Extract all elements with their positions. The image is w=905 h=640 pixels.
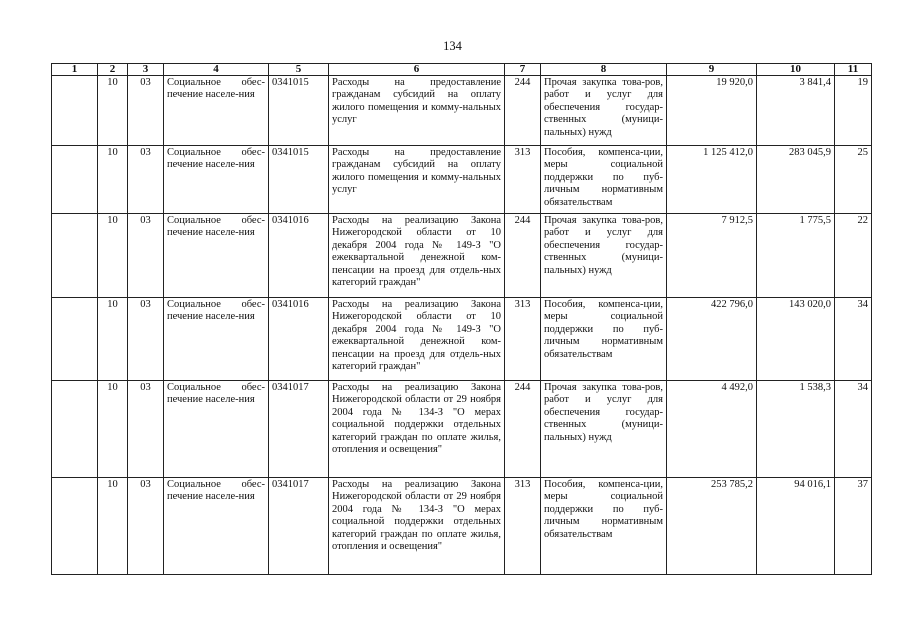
amount-plan-cell: 253 785,2 — [667, 478, 757, 575]
percent-cell: 37 — [835, 478, 872, 575]
expense-type-name-cell: Прочая закупка това-ров, работ и услуг для обеспечения государ-ственных (муници-пальных) нужд — [541, 214, 667, 298]
section-cell: 10 — [98, 298, 128, 381]
subsection-cell: 03 — [128, 146, 164, 214]
header-row — [52, 64, 872, 76]
name-cell: Социальное обес-печение населе-ния — [164, 146, 269, 214]
table-row — [52, 146, 872, 214]
column-header: 7 — [505, 64, 541, 76]
row-index-cell — [52, 146, 98, 214]
description-cell: Расходы на реализацию Закона Нижегородской области от 29 ноября 2004 года № 134-З "О мерах социальной поддержки отдельных категорий граждан по оплате жилья, отопления и освещения" — [329, 478, 505, 575]
column-header: 9 — [667, 64, 757, 76]
page-number: 134 — [443, 39, 462, 53]
row-index-cell — [52, 478, 98, 575]
budget-table — [51, 63, 872, 575]
section-cell: 10 — [98, 214, 128, 298]
amount-exec-cell: 3 841,4 — [757, 76, 835, 146]
expense-type-name-cell: Пособия, компенса-ции, меры социальной поддержки по пуб-личным нормативным обязательствам — [541, 146, 667, 214]
name-cell: Социальное обес-печение населе-ния — [164, 298, 269, 381]
target-article-cell: 0341015 — [269, 146, 329, 214]
target-article-cell: 0341015 — [269, 76, 329, 146]
table-row — [52, 381, 872, 478]
row-index-cell — [52, 298, 98, 381]
target-article-cell: 0341017 — [269, 478, 329, 575]
expense-type-cell: 244 — [505, 214, 541, 298]
percent-cell: 19 — [835, 76, 872, 146]
description-cell: Расходы на предоставление гражданам субсидий на оплату жилого помещения и комму-нальных услуг — [329, 76, 505, 146]
description-cell: Расходы на реализацию Закона Нижегородской области от 29 ноября 2004 года № 134-З "О мерах социальной поддержки отдельных категорий граждан по оплате жилья, отопления и освещения" — [329, 381, 505, 478]
amount-exec-cell: 1 538,3 — [757, 381, 835, 478]
subsection-cell: 03 — [128, 76, 164, 146]
amount-plan-cell: 7 912,5 — [667, 214, 757, 298]
section-cell: 10 — [98, 76, 128, 146]
percent-cell: 34 — [835, 381, 872, 478]
subsection-cell: 03 — [128, 214, 164, 298]
target-article-cell: 0341016 — [269, 298, 329, 381]
expense-type-cell: 244 — [505, 76, 541, 146]
amount-exec-cell: 94 016,1 — [757, 478, 835, 575]
percent-cell: 34 — [835, 298, 872, 381]
section-cell: 10 — [98, 478, 128, 575]
column-header: 11 — [835, 64, 872, 76]
description-cell: Расходы на реализацию Закона Нижегородской области от 10 декабря 2004 года № 149-З "О ежеквартальной денежной ком-пенсации на проезд для отдель-ных категорий граждан" — [329, 298, 505, 381]
description-cell: Расходы на реализацию Закона Нижегородской области от 10 декабря 2004 года № 149-З "О ежеквартальной денежной ком-пенсации на проезд для отдель-ных категорий граждан" — [329, 214, 505, 298]
expense-type-cell: 313 — [505, 298, 541, 381]
subsection-cell: 03 — [128, 381, 164, 478]
percent-cell: 25 — [835, 146, 872, 214]
table-row — [52, 478, 872, 575]
amount-exec-cell: 283 045,9 — [757, 146, 835, 214]
row-index-cell — [52, 381, 98, 478]
expense-type-name-cell: Пособия, компенса-ции, меры социальной поддержки по пуб-личным нормативным обязательствам — [541, 478, 667, 575]
name-cell: Социальное обес-печение населе-ния — [164, 381, 269, 478]
table-row — [52, 298, 872, 381]
table-row — [52, 214, 872, 298]
column-header: 3 — [128, 64, 164, 76]
name-cell: Социальное обес-печение населе-ния — [164, 76, 269, 146]
column-header: 4 — [164, 64, 269, 76]
name-cell: Социальное обес-печение населе-ния — [164, 478, 269, 575]
target-article-cell: 0341017 — [269, 381, 329, 478]
column-header: 2 — [98, 64, 128, 76]
subsection-cell: 03 — [128, 298, 164, 381]
target-article-cell: 0341016 — [269, 214, 329, 298]
percent-cell: 22 — [835, 214, 872, 298]
expense-type-cell: 313 — [505, 146, 541, 214]
expense-type-cell: 244 — [505, 381, 541, 478]
column-header: 8 — [541, 64, 667, 76]
name-cell: Социальное обес-печение населе-ния — [164, 214, 269, 298]
amount-plan-cell: 1 125 412,0 — [667, 146, 757, 214]
subsection-cell: 03 — [128, 478, 164, 575]
column-header: 10 — [757, 64, 835, 76]
row-index-cell — [52, 76, 98, 146]
amount-plan-cell: 422 796,0 — [667, 298, 757, 381]
amount-exec-cell: 1 775,5 — [757, 214, 835, 298]
expense-type-name-cell: Прочая закупка това-ров, работ и услуг для обеспечения государ-ственных (муници-пальных) нужд — [541, 76, 667, 146]
description-cell: Расходы на предоставление гражданам субсидий на оплату жилого помещения и комму-нальных услуг — [329, 146, 505, 214]
column-header: 6 — [329, 64, 505, 76]
amount-plan-cell: 19 920,0 — [667, 76, 757, 146]
row-index-cell — [52, 214, 98, 298]
expense-type-name-cell: Пособия, компенса-ции, меры социальной поддержки по пуб-личным нормативным обязательствам — [541, 298, 667, 381]
table-row — [52, 76, 872, 146]
expense-type-cell: 313 — [505, 478, 541, 575]
amount-exec-cell: 143 020,0 — [757, 298, 835, 381]
column-header: 1 — [52, 64, 98, 76]
amount-plan-cell: 4 492,0 — [667, 381, 757, 478]
column-header: 5 — [269, 64, 329, 76]
expense-type-name-cell: Прочая закупка това-ров, работ и услуг для обеспечения государ-ственных (муници-пальных) нужд — [541, 381, 667, 478]
section-cell: 10 — [98, 381, 128, 478]
section-cell: 10 — [98, 146, 128, 214]
